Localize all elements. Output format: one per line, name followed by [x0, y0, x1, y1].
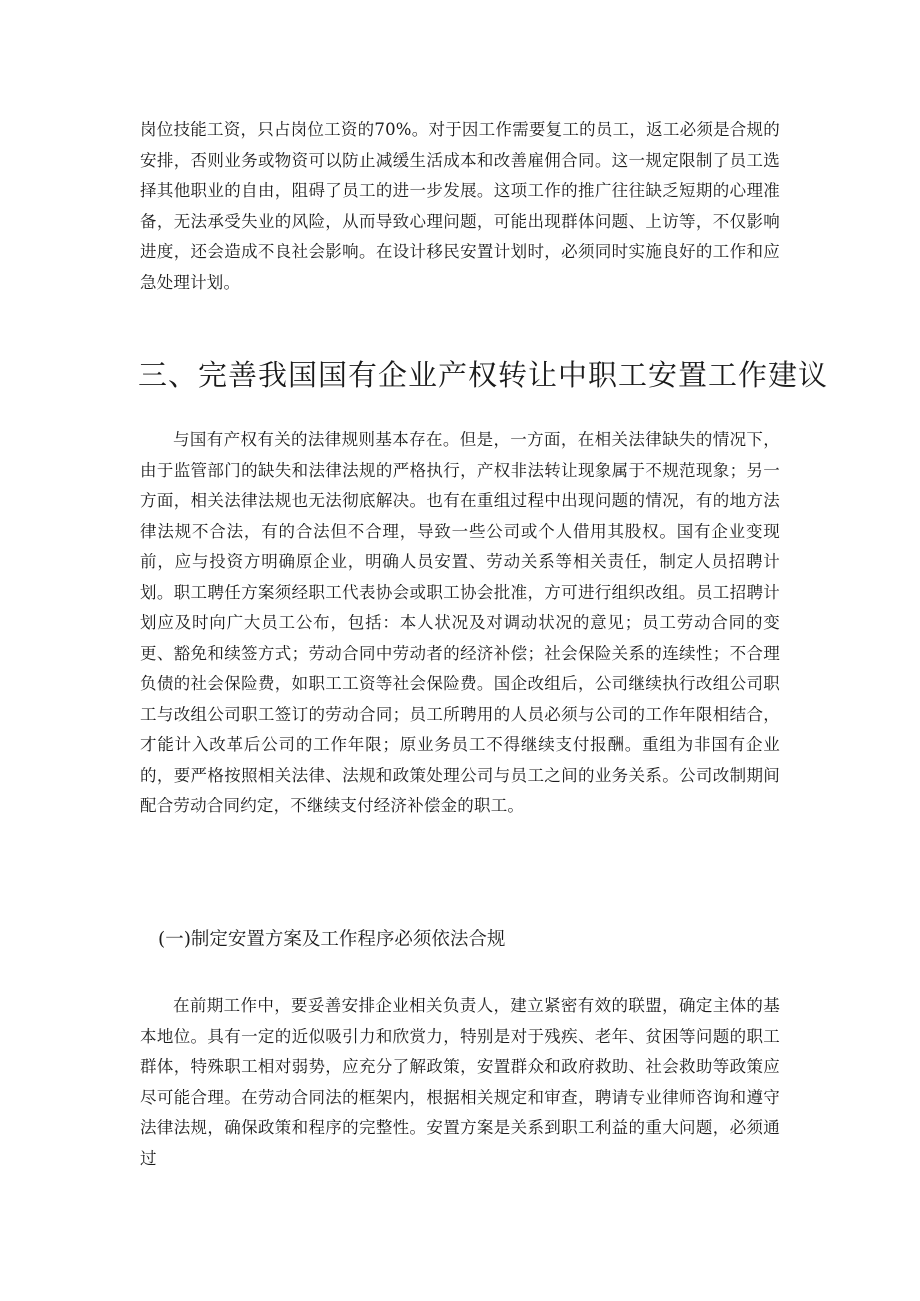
- section-heading: 三、完善我国国有企业产权转让中职工安置工作建议: [138, 358, 829, 392]
- subsection-heading: (一)制定安置方案及工作程序必须依法合规: [158, 929, 506, 950]
- body-paragraph-1: 岗位技能工资，只占岗位工资的70%。对于因工作需要复工的员工，返工必须是合规的安排，否则业务或物资可以防止减缓生活成本和改善雇佣合同。这一规定限制了员工选择其他职业的自由，阻碍了员工的进一步发展。这项工作的推广往往缺乏短期的心理准备，无法承受失业的风险，从而导致心理问题，可能出现群体问题、上访等，不仅影响进度，还会造成不良社会影响。在设计移民安置计划时，必须同时实施良好的工作和应急处理计划。: [140, 120, 780, 292]
- body-paragraph-3: 在前期工作中，要妥善安排企业相关负责人，建立紧密有效的联盟，确定主体的基本地位。具有一定的近似吸引力和欣赏力，特别是对于残疾、老年、贫困等问题的职工群体，特殊职工相对弱势，应充分了解政策，安置群众和政府救助、社会救助等政策应尽可能合理。在劳动合同法的框架内，根据相关规定和审查，聘请专业律师咨询和遵守法律法规，确保政策和程序的完整性。安置方案是关系到职工利益的重大问题，必须通过: [140, 996, 780, 1168]
- body-paragraph-2: 与国有产权有关的法律规则基本存在。但是，一方面，在相关法律缺失的情况下，由于监管部门的缺失和法律法规的严格执行，产权非法转让现象属于不规范现象；另一方面，相关法律法规也无法彻底解决。也有在重组过程中出现问题的情况，有的地方法律法规不合法，有的合法但不合理，导致一些公司或个人借用其股权。国有企业变现前，应与投资方明确原企业，明确人员安置、劳动关系等相关责任，制定人员招聘计划。职工聘任方案须经职工代表协会或职工协会批准，方可进行组织改组。员工招聘计划应及时向广大员工公布，包括：本人状况及对调动状况的意见；员工劳动合同的变更、豁免和续签方式；劳动合同中劳动者的经济补偿；社会保险关系的连续性；不合理负债的社会保险费，如职工工资等社会保险费。国企改组后，公司继续执行改组公司职工与改组公司职工签订的劳动合同；员工所聘用的人员必须与公司的工作年限相结合，才能计入改革后公司的工作年限；原业务员工不得继续支付报酬。重组为非国有企业的，要严格按照相关法律、法规和政策处理公司与员工之间的业务关系。公司改制期间配合劳动合同约定，不继续支付经济补偿金的职工。: [140, 430, 780, 815]
